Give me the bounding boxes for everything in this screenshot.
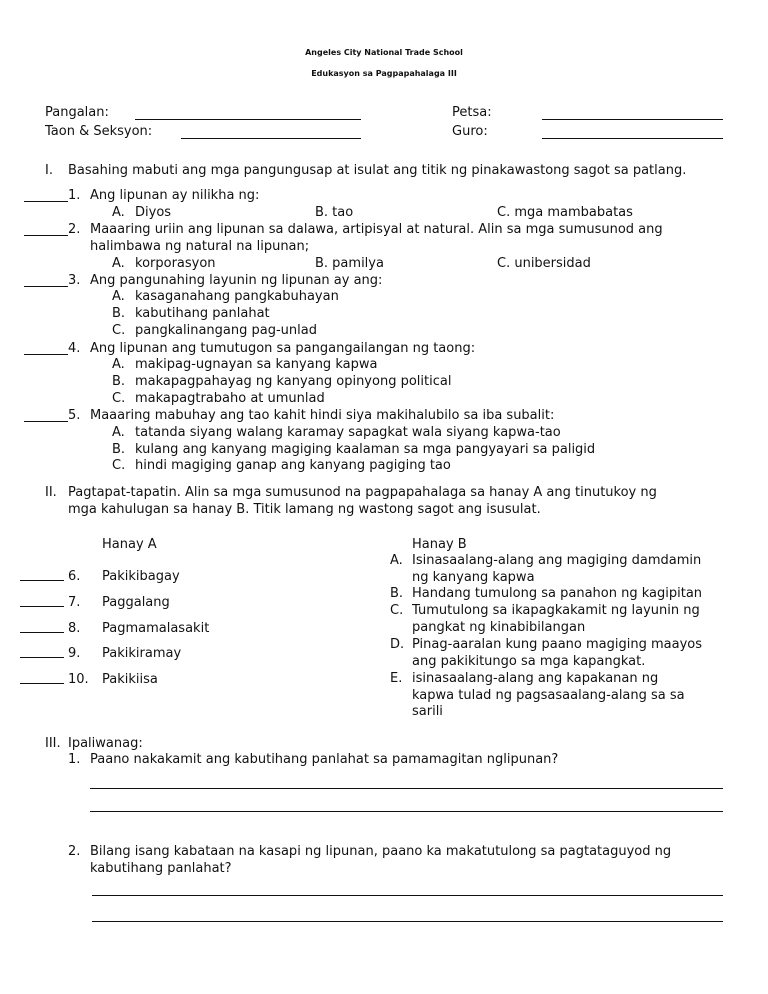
answer-blank-3[interactable] [24,286,68,287]
answer-blank-8[interactable] [20,632,64,633]
essay-q1-answer-line-2[interactable] [90,811,723,812]
q4-number: 4. [68,341,81,356]
answer-blank-1[interactable] [24,201,68,202]
q5-b-letter: B. [112,442,126,457]
part1-instruction: Basahing mabuti ang mga pangungusap at isulat ang titik ng pinakawastong sagot sa patlang. [68,163,687,178]
hanay-b-d-line1: Pinag-aaralan kung paano magiging maayos [412,637,703,652]
item-7-number: 7. [68,595,81,610]
q5-option-a: tatanda siyang walang karamay sapagkat wala siyang kapwa-tao [135,425,561,440]
answer-blank-5[interactable] [24,421,68,422]
answer-blank-7[interactable] [20,606,64,607]
q5-option-c: hindi magiging ganap ang kanyang pagiging tao [135,458,451,473]
part3-numeral: III. [45,736,61,751]
name-label: Pangalan: [45,105,109,120]
q5-text: Maaaring mabuhay ang tao kahit hindi siya makihalubilo sa iba subalit: [90,408,555,423]
q4-option-c: makapagtrabaho at umunlad [135,391,325,406]
q3-option-c: pangkalinangang pag-unlad [135,323,317,338]
answer-blank-10[interactable] [20,683,64,684]
date-blank[interactable] [542,119,723,120]
q3-a-letter: A. [112,289,125,304]
part2-instruction-line1: Pagtapat-tapatin. Alin sa mga sumusunod na pagpapahalaga sa hanay A ang tinutukoy ng [68,485,657,500]
item-10-number: 10. [68,672,89,687]
section-blank[interactable] [181,138,361,139]
school-name: Angeles City National Trade School [305,48,463,57]
answer-blank-6[interactable] [20,580,64,581]
part2-instruction-line2: mga kahulugan sa hanay B. Titik lamang ng wastong sagot ang isusulat. [68,502,541,517]
q3-b-letter: B. [112,306,126,321]
essay-q1-answer-line-1[interactable] [90,788,723,789]
essay-q2-text-line2: kabutihang panlahat? [90,861,232,876]
q1-option-a: Diyos [135,205,172,220]
answer-blank-4[interactable] [24,354,68,355]
item-6-number: 6. [68,569,81,584]
q2-option-b: B. pamilya [315,256,384,271]
q4-a-letter: A. [112,357,125,372]
hanay-b-a-line1: Isinasaalang-alang ang magiging damdamin [412,553,702,568]
hanay-b-a-letter: A. [390,553,403,568]
q1-text: Ang lipunan ay nilikha ng: [90,188,260,203]
q4-c-letter: C. [112,391,126,406]
hanay-b-a-line2: ng kanyang kapwa [412,570,535,585]
date-label: Petsa: [452,105,492,120]
q1-a-letter: A. [112,205,125,220]
hanay-b-d-letter: D. [390,637,405,652]
part3-title: Ipaliwanag: [68,736,143,751]
item-9-number: 9. [68,646,81,661]
q2-number: 2. [68,222,81,237]
q1-number: 1. [68,188,81,203]
answer-blank-9[interactable] [20,657,64,658]
hanay-b-e-letter: E. [390,671,403,686]
q1-option-b: B. tao [315,205,354,220]
section-label: Taon & Seksyon: [45,124,153,139]
essay-q2-number: 2. [68,844,81,859]
q2-a-letter: A. [112,256,125,271]
q3-option-a: kasaganahang pangkabuhayan [135,289,339,304]
hanay-b-d-line2: ang pakikitungo sa mga kapangkat. [412,654,646,669]
q3-text: Ang pangunahing layunin ng lipunan ay ang: [90,273,383,288]
item-8-number: 8. [68,621,81,636]
q2-option-a: korporasyon [135,256,216,271]
item-7-text: Paggalang [102,595,170,610]
hanay-b-b-line1: Handang tumulong sa panahon ng kagipitan [412,586,703,601]
hanay-a-header: Hanay A [102,537,157,552]
item-6-text: Pakikibagay [102,569,180,584]
part2-numeral: II. [45,485,57,500]
item-8-text: Pagmamalasakit [102,621,210,636]
q2-option-c: C. unibersidad [497,256,591,271]
answer-blank-2[interactable] [24,235,68,236]
essay-q2-answer-line-2[interactable] [92,921,723,922]
q4-option-b: makapagpahayag ng kanyang opinyong political [135,374,452,389]
essay-q2-answer-line-1[interactable] [92,895,723,896]
hanay-b-header: Hanay B [412,537,467,552]
q5-number: 5. [68,408,81,423]
subject-title: Edukasyon sa Pagpapahalaga III [311,69,457,78]
name-blank[interactable] [135,119,361,120]
essay-q1-text: Paano nakakamit ang kabutihang panlahat sa pamamagitan nglipunan? [90,752,559,767]
q5-a-letter: A. [112,425,125,440]
hanay-b-b-letter: B. [390,586,404,601]
part1-numeral: I. [45,163,53,178]
q2-text-line2: halimbawa ng natural na lipunan; [90,239,310,254]
hanay-b-e-line3: sarili [412,704,443,719]
teacher-label: Guro: [452,124,488,139]
hanay-b-e-line1: isinasaalang-alang ang kapakanan ng [412,671,659,686]
q3-number: 3. [68,273,81,288]
essay-q2-text-line1: Bilang isang kabataan na kasapi ng lipunan, paano ka makatutulong sa pagtataguyod ng [90,844,672,859]
hanay-b-c-line1: Tumutulong sa ikapagkakamit ng layunin ng [412,603,700,618]
q3-option-b: kabutihang panlahat [135,306,270,321]
q1-option-c: C. mga mambabatas [497,205,633,220]
item-10-text: Pakikiisa [102,672,158,687]
q4-option-a: makipag-ugnayan sa kanyang kapwa [135,357,378,372]
hanay-b-e-line2: kapwa tulad ng pagsasaalang-alang sa sa [412,688,685,703]
q4-text: Ang lipunan ang tumutugon sa pangangailangan ng taong: [90,341,476,356]
hanay-b-c-letter: C. [390,603,404,618]
q5-option-b: kulang ang kanyang magiging kaalaman sa mga pangyayari sa paligid [135,442,596,457]
essay-q1-number: 1. [68,752,81,767]
hanay-b-c-line2: pangkat ng kinabibilangan [412,620,586,635]
q2-text-line1: Maaaring uriin ang lipunan sa dalawa, artipisyal at natural. Alin sa mga sumusunod ang [90,222,663,237]
q4-b-letter: B. [112,374,126,389]
q3-c-letter: C. [112,323,126,338]
q5-c-letter: C. [112,458,126,473]
item-9-text: Pakikiramay [102,646,182,661]
teacher-blank[interactable] [542,138,723,139]
